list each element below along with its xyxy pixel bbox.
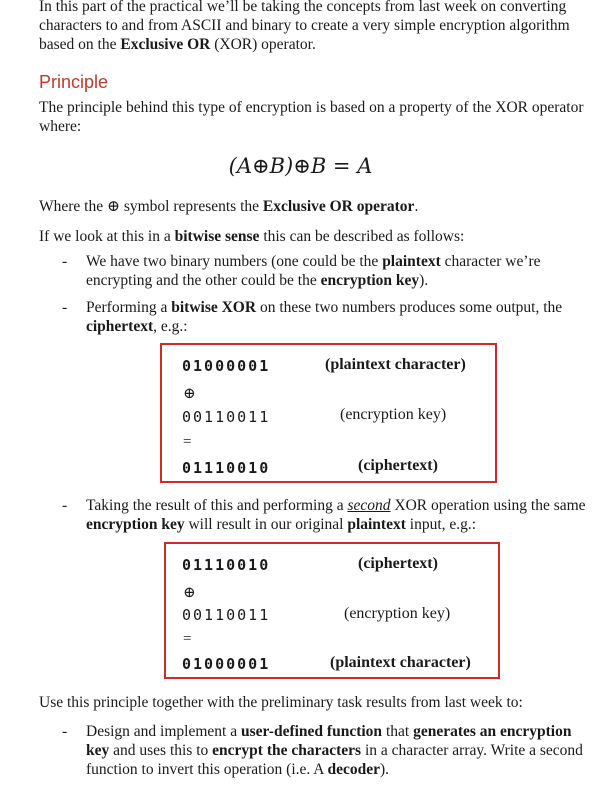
- ciphertext-binary: 01110010: [182, 459, 271, 477]
- plaintext-label: (plaintext character): [330, 654, 471, 671]
- bullet-binary-numbers: We have two binary numbers (one could be the plaintext character we’re encrypting and the other could be the encryption key).: [86, 253, 541, 289]
- key-label: (encryption key): [340, 406, 447, 423]
- encryption-example-box: [160, 343, 497, 483]
- bullet-bitwise-xor: Performing a bitwise XOR on these two numbers produces some output, the ciphertext, e.g.:: [86, 299, 563, 335]
- bullet-task: Design and implement a user-defined function that generates an encryption key and uses this to encrypt the characters in a character array. Write a second function to invert this operation (i.e. A decoder).: [86, 723, 583, 778]
- equals-symbol: =: [183, 631, 192, 647]
- section-heading: Principle: [39, 72, 109, 92]
- plaintext-binary: 01000001: [182, 655, 271, 673]
- bullet-dash: -: [62, 497, 68, 514]
- bitwise-paragraph: If we look at this in a bitwise sense this can be described as follows:: [39, 228, 465, 245]
- xor-formula: (A⊕B)⊕B = A: [228, 154, 373, 178]
- principle-paragraph: The principle behind this type of encryption is based on a property of the XOR operator where:: [39, 99, 584, 135]
- xor-symbol: ⊕: [183, 585, 196, 601]
- key-binary: 00110011: [182, 408, 271, 426]
- ciphertext-label: (ciphertext): [358, 555, 438, 572]
- plaintext-binary: 01000001: [182, 357, 271, 375]
- task-paragraph: Use this principle together with the preliminary task results from last week to:: [39, 694, 523, 711]
- equals-symbol: =: [183, 434, 192, 450]
- key-binary: 00110011: [182, 606, 271, 624]
- bullet-dash: -: [62, 299, 68, 316]
- bullet-dash: -: [62, 723, 68, 740]
- ciphertext-binary: 01110010: [182, 556, 271, 574]
- plaintext-label: (plaintext character): [325, 356, 466, 373]
- xor-symbol: ⊕: [183, 386, 196, 402]
- bullet-dash: -: [62, 253, 68, 270]
- key-label: (encryption key): [344, 605, 451, 622]
- symbol-paragraph: Where the ⊕ symbol represents the Exclusive OR operator.: [39, 198, 419, 215]
- ciphertext-label: (ciphertext): [358, 457, 438, 474]
- intro-paragraph: In this part of the practical we’ll be taking the concepts from last week on converting characters to and from ASCII and binary to create a very simple encryption algorithm based on the Exclusive OR (XOR) operator.: [39, 0, 570, 53]
- decryption-example-box: [164, 542, 500, 679]
- bullet-second-xor: Taking the result of this and performing a second XOR operation using the same encryption key will result in our original plaintext input, e.g.:: [86, 497, 586, 533]
